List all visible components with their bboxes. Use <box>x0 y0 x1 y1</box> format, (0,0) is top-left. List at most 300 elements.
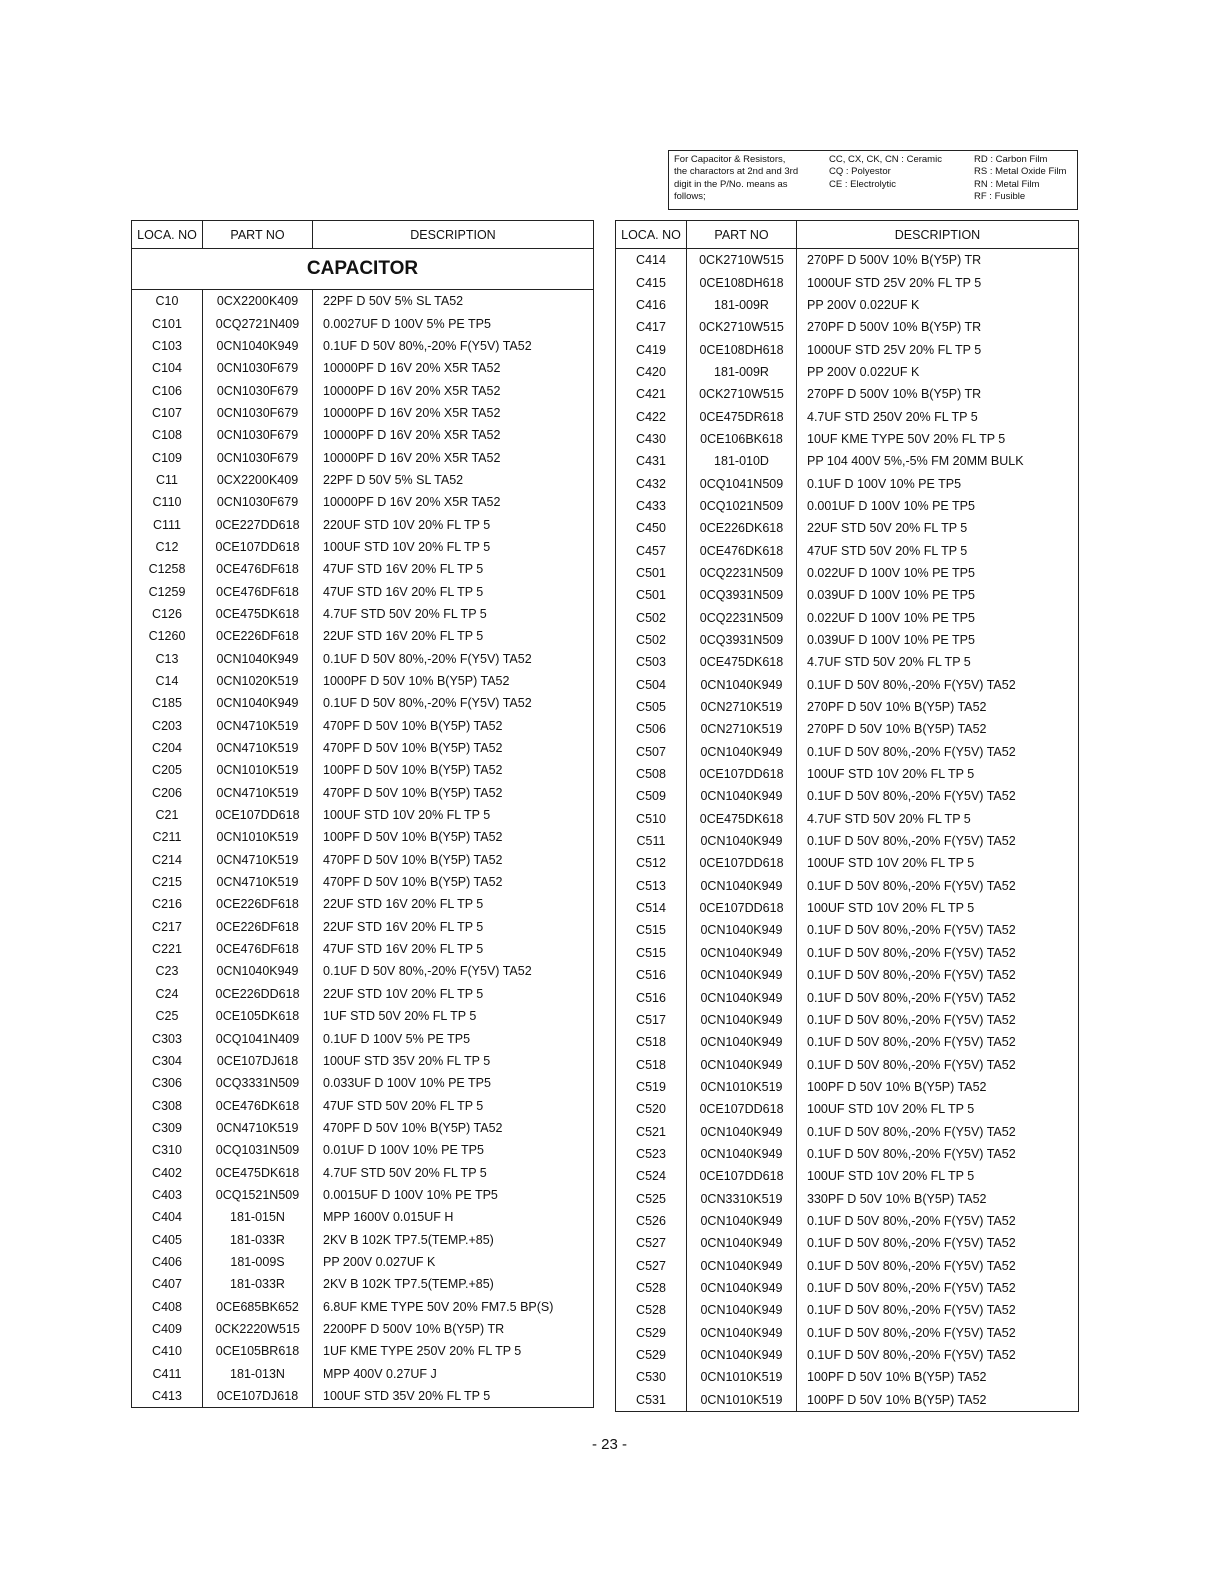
description-cell: 1000UF STD 25V 20% FL TP 5 <box>807 342 982 357</box>
loca-no-cell: C408 <box>132 1295 203 1317</box>
loca-no-cell: C530 <box>616 1366 687 1388</box>
table-row <box>616 1009 1079 1031</box>
loca-no-cell: C23 <box>132 960 203 982</box>
table-row <box>616 1120 1079 1142</box>
table-row <box>132 692 594 714</box>
part-no-cell: 0CE476DK618 <box>687 539 797 561</box>
loca-no-cell: C421 <box>616 383 687 405</box>
part-no-cell: 0CQ2231N509 <box>687 562 797 584</box>
description-cell: 2200PF D 500V 10% B(Y5P) TR <box>323 1321 505 1336</box>
description-cell: 270PF D 500V 10% B(Y5P) TR <box>807 253 982 268</box>
table-row <box>616 472 1079 494</box>
loca-no-cell: C519 <box>616 1076 687 1098</box>
part-no-cell: 0CQ1041N509 <box>687 472 797 494</box>
loca-no-cell: C410 <box>132 1340 203 1362</box>
table-row <box>132 983 594 1005</box>
loca-no-cell: C531 <box>616 1389 687 1412</box>
part-no-cell: 0CE108DH618 <box>687 271 797 293</box>
legend-intro-line: follows; <box>674 190 706 202</box>
loca-no-cell: C516 <box>616 964 687 986</box>
table-row <box>132 1228 594 1250</box>
part-no-cell: 0CE107DD618 <box>687 1098 797 1120</box>
description-cell: 0.1UF D 50V 80%,-20% F(Y5V) TA52 <box>807 1057 1016 1072</box>
part-no-cell: 0CQ1031N509 <box>203 1139 313 1161</box>
part-no-cell: 0CE476DF618 <box>203 938 313 960</box>
legend-resistor-line: RS : Metal Oxide Film <box>974 166 1067 178</box>
table-row <box>132 290 594 313</box>
part-no-cell: 0CQ3331N509 <box>203 1072 313 1094</box>
table-row <box>616 1344 1079 1366</box>
loca-no-cell: C221 <box>132 938 203 960</box>
table-row <box>132 379 594 401</box>
table-row <box>616 651 1079 673</box>
part-no-cell: 0CX2200K409 <box>203 290 313 313</box>
description-cell: 270PF D 50V 10% B(Y5P) TA52 <box>807 700 987 715</box>
description-cell: 100UF STD 35V 20% FL TP 5 <box>323 1053 491 1068</box>
table-row <box>132 536 594 558</box>
table-row <box>132 1385 594 1408</box>
loca-no-cell: C419 <box>616 338 687 360</box>
header-description: DESCRIPTION <box>797 221 1079 249</box>
header-loca-no: LOCA. NO <box>132 221 203 249</box>
loca-no-cell: C217 <box>132 916 203 938</box>
description-cell: 10UF KME TYPE 50V 20% FL TP 5 <box>807 431 1006 446</box>
table-row <box>132 960 594 982</box>
loca-no-cell: C14 <box>132 670 203 692</box>
loca-no-cell: C25 <box>132 1005 203 1027</box>
part-no-cell: 0CQ1521N509 <box>203 1184 313 1206</box>
loca-no-cell: C503 <box>616 651 687 673</box>
description-cell: 100PF D 50V 10% B(Y5P) TA52 <box>323 763 503 778</box>
part-no-cell: 0CN4710K519 <box>203 849 313 871</box>
part-no-cell: 0CQ2231N509 <box>687 607 797 629</box>
loca-no-cell: C506 <box>616 718 687 740</box>
table-row <box>132 737 594 759</box>
description-cell: 0.1UF D 50V 80%,-20% F(Y5V) TA52 <box>807 834 1016 849</box>
part-no-cell: 0CN3310K519 <box>687 1187 797 1209</box>
description-cell: 0.022UF D 100V 10% PE TP5 <box>807 610 975 625</box>
description-cell: 470PF D 50V 10% B(Y5P) TA52 <box>323 1120 503 1135</box>
loca-no-cell: C12 <box>132 536 203 558</box>
part-no-cell: 0CN1040K949 <box>687 1143 797 1165</box>
table-row <box>616 249 1079 272</box>
description-cell: 4.7UF STD 50V 20% FL TP 5 <box>323 1165 487 1180</box>
table-row <box>616 1299 1079 1321</box>
loca-no-cell: C515 <box>616 919 687 941</box>
loca-no-cell: C13 <box>132 648 203 670</box>
description-cell: 470PF D 50V 10% B(Y5P) TA52 <box>323 718 503 733</box>
description-cell: 100PF D 50V 10% B(Y5P) TA52 <box>807 1370 987 1385</box>
description-cell: 0.1UF D 50V 80%,-20% F(Y5V) TA52 <box>807 744 1016 759</box>
part-no-cell: 0CN1030F679 <box>203 379 313 401</box>
description-cell: 0.033UF D 100V 10% PE TP5 <box>323 1076 491 1091</box>
table-row <box>132 1251 594 1273</box>
description-cell: PP 200V 0.022UF K <box>807 297 920 312</box>
description-cell: 270PF D 50V 10% B(Y5P) TA52 <box>807 722 987 737</box>
loca-no-cell: C513 <box>616 875 687 897</box>
table-row <box>132 1072 594 1094</box>
loca-no-cell: C510 <box>616 808 687 830</box>
loca-no-cell: C432 <box>616 472 687 494</box>
part-no-cell: 0CE107DD618 <box>687 763 797 785</box>
part-no-cell: 0CE105BR618 <box>203 1340 313 1362</box>
loca-no-cell: C101 <box>132 312 203 334</box>
table-row <box>616 539 1079 561</box>
part-no-cell: 0CN1040K949 <box>203 335 313 357</box>
part-no-cell: 0CN1030F679 <box>203 402 313 424</box>
loca-no-cell: C508 <box>616 763 687 785</box>
loca-no-cell: C501 <box>616 562 687 584</box>
description-cell: 10000PF D 16V 20% X5R TA52 <box>323 405 501 420</box>
description-cell: 2KV B 102K TP7.5(TEMP.+85) <box>323 1277 494 1292</box>
description-cell: 1UF KME TYPE 250V 20% FL TP 5 <box>323 1344 522 1359</box>
loca-no-cell: C309 <box>132 1117 203 1139</box>
loca-no-cell: C109 <box>132 446 203 468</box>
description-cell: MPP 1600V 0.015UF H <box>323 1210 454 1225</box>
loca-no-cell: C528 <box>616 1277 687 1299</box>
part-no-cell: 0CE226DF618 <box>203 893 313 915</box>
loca-no-cell: C215 <box>132 871 203 893</box>
description-cell: 100UF STD 35V 20% FL TP 5 <box>323 1389 491 1404</box>
table-row <box>616 897 1079 919</box>
table-row <box>616 741 1079 763</box>
table-row <box>616 361 1079 383</box>
table-row <box>616 1389 1079 1412</box>
description-cell: 4.7UF STD 250V 20% FL TP 5 <box>807 409 978 424</box>
table-row <box>616 428 1079 450</box>
description-cell: 0.1UF D 50V 80%,-20% F(Y5V) TA52 <box>807 677 1016 692</box>
table-row <box>132 893 594 915</box>
table-row <box>132 1184 594 1206</box>
description-cell: 100UF STD 10V 20% FL TP 5 <box>807 856 975 871</box>
abbreviation-legend <box>668 150 1078 210</box>
loca-no-cell: C126 <box>132 603 203 625</box>
part-no-cell: 0CN1040K949 <box>687 1009 797 1031</box>
part-no-cell: 0CN1040K949 <box>687 1254 797 1276</box>
description-cell: 0.1UF D 50V 80%,-20% F(Y5V) TA52 <box>807 789 1016 804</box>
table-row <box>616 696 1079 718</box>
loca-no-cell: C502 <box>616 607 687 629</box>
loca-no-cell: C507 <box>616 741 687 763</box>
loca-no-cell: C422 <box>616 405 687 427</box>
description-cell: PP 104 400V 5%,-5% FM 20MM BULK <box>807 454 1024 469</box>
loca-no-cell: C10 <box>132 290 203 313</box>
legend-resistor-line: RF : Fusible <box>974 190 1026 202</box>
description-cell: 0.1UF D 50V 80%,-20% F(Y5V) TA52 <box>807 1213 1016 1228</box>
table-row <box>616 1143 1079 1165</box>
part-no-cell: 0CN4710K519 <box>203 782 313 804</box>
table-row <box>616 986 1079 1008</box>
part-no-cell: 0CN1010K519 <box>687 1366 797 1388</box>
description-cell: 0.1UF D 100V 10% PE TP5 <box>807 476 962 491</box>
loca-no-cell: C204 <box>132 737 203 759</box>
part-no-cell: 0CE226DF618 <box>203 625 313 647</box>
part-no-cell: 0CN2710K519 <box>687 696 797 718</box>
table-row <box>132 648 594 670</box>
part-no-cell: 0CE475DR618 <box>687 405 797 427</box>
description-cell: 220UF STD 10V 20% FL TP 5 <box>323 517 491 532</box>
loca-no-cell: C527 <box>616 1232 687 1254</box>
description-cell: 270PF D 500V 10% B(Y5P) TR <box>807 320 982 335</box>
table-row <box>132 402 594 424</box>
parts-table-right <box>615 220 1079 1412</box>
description-cell: 10000PF D 16V 20% X5R TA52 <box>323 361 501 376</box>
loca-no-cell: C514 <box>616 897 687 919</box>
part-no-cell: 0CN1040K949 <box>687 1053 797 1075</box>
loca-no-cell: C308 <box>132 1094 203 1116</box>
loca-no-cell: C1259 <box>132 580 203 602</box>
table-row <box>132 357 594 379</box>
loca-no-cell: C108 <box>132 424 203 446</box>
loca-no-cell: C509 <box>616 785 687 807</box>
part-no-cell: 181-010D <box>687 450 797 472</box>
table-row <box>132 1094 594 1116</box>
table-row <box>616 808 1079 830</box>
section-title: CAPACITOR <box>132 249 594 290</box>
loca-no-cell: C526 <box>616 1210 687 1232</box>
part-no-cell: 0CQ1041N409 <box>203 1027 313 1049</box>
description-cell: 22UF STD 16V 20% FL TP 5 <box>323 897 484 912</box>
description-cell: MPP 400V 0.27UF J <box>323 1366 437 1381</box>
part-no-cell: 0CN1040K949 <box>687 1322 797 1344</box>
table-row <box>132 558 594 580</box>
loca-no-cell: C111 <box>132 513 203 535</box>
table-row <box>132 938 594 960</box>
description-cell: 0.1UF D 50V 80%,-20% F(Y5V) TA52 <box>807 1012 1016 1027</box>
part-no-cell: 0CE476DK618 <box>203 1094 313 1116</box>
part-no-cell: 0CE106BK618 <box>687 428 797 450</box>
part-no-cell: 0CN4710K519 <box>203 1117 313 1139</box>
loca-no-cell: C211 <box>132 826 203 848</box>
loca-no-cell: C103 <box>132 335 203 357</box>
description-cell: PP 200V 0.022UF K <box>807 364 920 379</box>
loca-no-cell: C511 <box>616 830 687 852</box>
legend-capacitor-line: CQ : Polyestor <box>829 166 891 178</box>
part-no-cell: 0CQ3931N509 <box>687 629 797 651</box>
description-cell: 4.7UF STD 50V 20% FL TP 5 <box>323 606 487 621</box>
description-cell: 47UF STD 16V 20% FL TP 5 <box>323 562 484 577</box>
description-cell: 0.1UF D 50V 80%,-20% F(Y5V) TA52 <box>807 1348 1016 1363</box>
legend-capacitor-line: CE : Electrolytic <box>829 178 897 190</box>
loca-no-cell: C106 <box>132 379 203 401</box>
loca-no-cell: C517 <box>616 1009 687 1031</box>
description-cell: 0.1UF D 50V 80%,-20% F(Y5V) TA52 <box>807 923 1016 938</box>
description-cell: 0.001UF D 100V 10% PE TP5 <box>807 498 975 513</box>
table-row <box>132 1363 594 1385</box>
table-header-row <box>616 221 1079 249</box>
part-no-cell: 0CE107DJ618 <box>203 1385 313 1408</box>
loca-no-cell: C527 <box>616 1254 687 1276</box>
part-no-cell: 181-009R <box>687 361 797 383</box>
part-no-cell: 0CN1040K949 <box>687 830 797 852</box>
page-number: - 23 - <box>591 1436 627 1453</box>
table-row <box>132 1005 594 1027</box>
part-no-cell: 0CN4710K519 <box>203 715 313 737</box>
loca-no-cell: C450 <box>616 517 687 539</box>
description-cell: 10000PF D 16V 20% X5R TA52 <box>323 495 501 510</box>
description-cell: 6.8UF KME TYPE 50V 20% FM7.5 BP(S) <box>323 1299 554 1314</box>
part-no-cell: 0CN1030F679 <box>203 491 313 513</box>
table-row <box>616 942 1079 964</box>
loca-no-cell: C216 <box>132 893 203 915</box>
part-no-cell: 0CN1040K949 <box>687 674 797 696</box>
loca-no-cell: C504 <box>616 674 687 696</box>
table-row <box>616 1187 1079 1209</box>
table-row <box>132 580 594 602</box>
table-row <box>616 718 1079 740</box>
description-cell: 470PF D 50V 10% B(Y5P) TA52 <box>323 852 503 867</box>
part-no-cell: 0CE475DK618 <box>203 603 313 625</box>
part-no-cell: 181-033R <box>203 1228 313 1250</box>
description-cell: 100UF STD 10V 20% FL TP 5 <box>807 767 975 782</box>
loca-no-cell: C406 <box>132 1251 203 1273</box>
description-cell: 0.1UF D 50V 80%,-20% F(Y5V) TA52 <box>807 1325 1016 1340</box>
parts-table-left <box>131 220 594 1408</box>
part-no-cell: 0CN1010K519 <box>203 759 313 781</box>
description-cell: 0.0015UF D 100V 10% PE TP5 <box>323 1187 498 1202</box>
part-no-cell: 0CE476DF618 <box>203 558 313 580</box>
header-description: DESCRIPTION <box>313 221 594 249</box>
loca-no-cell: C1258 <box>132 558 203 580</box>
part-no-cell: 0CN1040K949 <box>203 648 313 670</box>
description-cell: 470PF D 50V 10% B(Y5P) TA52 <box>323 875 503 890</box>
table-row <box>616 964 1079 986</box>
part-no-cell: 0CN1020K519 <box>203 670 313 692</box>
table-header-row <box>132 221 594 249</box>
description-cell: 10000PF D 16V 20% X5R TA52 <box>323 383 501 398</box>
description-cell: 0.1UF D 50V 80%,-20% F(Y5V) TA52 <box>807 878 1016 893</box>
part-no-cell: 0CN1040K949 <box>687 741 797 763</box>
table-row <box>616 450 1079 472</box>
description-cell: 0.1UF D 50V 80%,-20% F(Y5V) TA52 <box>323 696 532 711</box>
description-cell: 1000PF D 50V 10% B(Y5P) TA52 <box>323 674 510 689</box>
table-row <box>616 830 1079 852</box>
table-row <box>132 491 594 513</box>
part-no-cell: 0CK2220W515 <box>203 1318 313 1340</box>
loca-no-cell: C11 <box>132 469 203 491</box>
table-row <box>616 294 1079 316</box>
loca-no-cell: C516 <box>616 986 687 1008</box>
description-cell: 270PF D 500V 10% B(Y5P) TR <box>807 387 982 402</box>
table-row <box>132 826 594 848</box>
part-no-cell: 0CE226DD618 <box>203 983 313 1005</box>
description-cell: 10000PF D 16V 20% X5R TA52 <box>323 428 501 443</box>
table-row <box>132 1139 594 1161</box>
description-cell: 0.1UF D 50V 80%,-20% F(Y5V) TA52 <box>807 1035 1016 1050</box>
description-cell: 47UF STD 16V 20% FL TP 5 <box>323 942 484 957</box>
description-cell: 470PF D 50V 10% B(Y5P) TA52 <box>323 741 503 756</box>
part-no-cell: 0CQ1021N509 <box>687 495 797 517</box>
part-no-cell: 0CE685BK652 <box>203 1295 313 1317</box>
description-cell: 22UF STD 50V 20% FL TP 5 <box>807 521 968 536</box>
table-row <box>132 782 594 804</box>
part-no-cell: 0CX2200K409 <box>203 469 313 491</box>
part-no-cell: 0CN1040K949 <box>687 1232 797 1254</box>
section-row <box>132 249 594 290</box>
description-cell: 47UF STD 16V 20% FL TP 5 <box>323 584 484 599</box>
description-cell: 0.01UF D 100V 10% PE TP5 <box>323 1143 484 1158</box>
legend-resistor-line: RN : Metal Film <box>974 178 1040 190</box>
loca-no-cell: C206 <box>132 782 203 804</box>
description-cell: 0.1UF D 50V 80%,-20% F(Y5V) TA52 <box>807 1146 1016 1161</box>
loca-no-cell: C518 <box>616 1031 687 1053</box>
part-no-cell: 0CN1030F679 <box>203 357 313 379</box>
part-no-cell: 0CE475DK618 <box>203 1161 313 1183</box>
loca-no-cell: C529 <box>616 1322 687 1344</box>
part-no-cell: 0CE107DD618 <box>687 897 797 919</box>
table-row <box>616 852 1079 874</box>
part-no-cell: 0CE105DK618 <box>203 1005 313 1027</box>
table-row <box>132 469 594 491</box>
table-row <box>616 1277 1079 1299</box>
table-row <box>616 919 1079 941</box>
loca-no-cell: C306 <box>132 1072 203 1094</box>
part-no-cell: 0CN1030F679 <box>203 446 313 468</box>
table-row <box>132 424 594 446</box>
table-row <box>616 674 1079 696</box>
loca-no-cell: C409 <box>132 1318 203 1340</box>
description-cell: 0.1UF D 50V 80%,-20% F(Y5V) TA52 <box>323 964 532 979</box>
description-cell: 100UF STD 10V 20% FL TP 5 <box>807 1169 975 1184</box>
part-no-cell: 0CK2710W515 <box>687 383 797 405</box>
loca-no-cell: C303 <box>132 1027 203 1049</box>
loca-no-cell: C404 <box>132 1206 203 1228</box>
table-row <box>132 804 594 826</box>
description-cell: 330PF D 50V 10% B(Y5P) TA52 <box>807 1191 987 1206</box>
table-row <box>616 517 1079 539</box>
legend-intro-line: the charactors at 2nd and 3rd <box>674 166 799 178</box>
table-row <box>132 1206 594 1228</box>
loca-no-cell: C529 <box>616 1344 687 1366</box>
loca-no-cell: C518 <box>616 1053 687 1075</box>
part-no-cell: 0CN2710K519 <box>687 718 797 740</box>
part-no-cell: 0CK2710W515 <box>687 316 797 338</box>
table-row <box>132 849 594 871</box>
table-row <box>132 715 594 737</box>
loca-no-cell: C304 <box>132 1050 203 1072</box>
table-row <box>616 1322 1079 1344</box>
table-row <box>132 335 594 357</box>
table-row <box>616 1098 1079 1120</box>
loca-no-cell: C413 <box>132 1385 203 1408</box>
part-no-cell: 0CE476DF618 <box>203 580 313 602</box>
part-no-cell: 0CN1040K949 <box>687 785 797 807</box>
description-cell: 0.1UF D 50V 80%,-20% F(Y5V) TA52 <box>323 338 532 353</box>
table-row <box>132 446 594 468</box>
table-row <box>132 916 594 938</box>
description-cell: 100PF D 50V 10% B(Y5P) TA52 <box>807 1392 987 1407</box>
loca-no-cell: C505 <box>616 696 687 718</box>
table-row <box>616 1031 1079 1053</box>
part-no-cell: 0CN1040K949 <box>687 964 797 986</box>
description-cell: 10000PF D 16V 20% X5R TA52 <box>323 450 501 465</box>
part-no-cell: 0CE226DK618 <box>687 517 797 539</box>
description-cell: 0.1UF D 50V 80%,-20% F(Y5V) TA52 <box>807 968 1016 983</box>
table-row <box>616 763 1079 785</box>
description-cell: 0.1UF D 50V 80%,-20% F(Y5V) TA52 <box>807 945 1016 960</box>
description-cell: 47UF STD 50V 20% FL TP 5 <box>807 543 968 558</box>
part-no-cell: 0CN1010K519 <box>687 1076 797 1098</box>
table-row <box>132 1295 594 1317</box>
legend-capacitor-types <box>829 154 969 191</box>
loca-no-cell: C403 <box>132 1184 203 1206</box>
table-row <box>132 1340 594 1362</box>
loca-no-cell: C104 <box>132 357 203 379</box>
loca-no-cell: C431 <box>616 450 687 472</box>
description-cell: 0.1UF D 50V 80%,-20% F(Y5V) TA52 <box>807 1124 1016 1139</box>
description-cell: 22PF D 50V 5% SL TA52 <box>323 472 464 487</box>
description-cell: 22UF STD 10V 20% FL TP 5 <box>323 986 484 1001</box>
